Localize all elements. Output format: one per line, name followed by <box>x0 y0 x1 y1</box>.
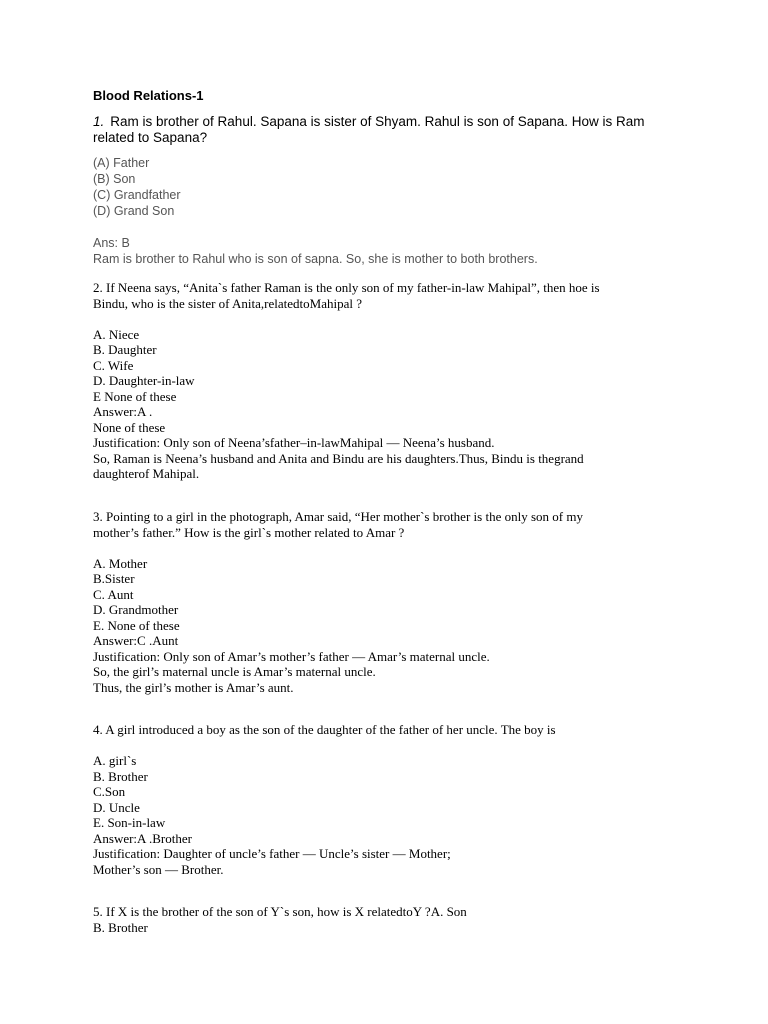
question-text: Bindu, who is the sister of Anita,relatedtoMahipal ? <box>93 295 362 311</box>
option: D. Daughter-in-law <box>93 373 195 388</box>
option: D. Grandmother <box>93 602 179 617</box>
question-4 <box>93 722 693 877</box>
question-1-text: Ram is brother of Rahul. Sapana is sister of Shyam. Rahul is son of Sapana. How is Ram <box>110 114 645 129</box>
option: (A) Father <box>93 156 150 170</box>
option: C. Wife <box>93 357 134 373</box>
answer-line: Thus, the girl’s mother is Amar’s aunt. <box>93 679 294 695</box>
option: C.Son <box>93 784 126 799</box>
question-text: 2. If Neena says, “Anita`s father Raman is the only son of my father-in-law Mahipal”, then hoe is <box>93 280 600 295</box>
question-text: mother’s father.” How is the girl`s mother related to Amar ? <box>93 524 405 540</box>
question-text: 4. A girl introduced a boy as the son of the daughter of the father of her uncle. The boy is <box>93 722 556 737</box>
option: E. Son-in-law <box>93 815 166 830</box>
document-title: Blood Relations-1 <box>93 88 204 103</box>
answer-line: So, Raman is Neena’s husband and Anita and Bindu are his daughters.Thus, Bindu is thegrand <box>93 450 584 466</box>
answer-line: Justification: Only son of Amar’s mother’s father — Amar’s maternal uncle. <box>93 648 490 664</box>
question-1-line <box>93 114 673 130</box>
answer-line: Answer:A . <box>93 404 153 419</box>
question-text: 3. Pointing to a girl in the photograph, Amar said, “Her mother`s brother is the only son of my <box>93 509 583 524</box>
answer-line: Justification: Daughter of uncle’s father — Uncle’s sister — Mother; <box>93 846 451 861</box>
answer-line: So, the girl’s maternal uncle is Amar’s maternal uncle. <box>93 664 376 679</box>
answer-line: daughterof Mahipal. <box>93 466 200 481</box>
option: B. Brother <box>93 768 148 784</box>
option: (D) Grand Son <box>93 204 175 218</box>
answer-line: Justification: Only son of Neena’sfather–in-lawMahipal — Neena’s husband. <box>93 435 495 450</box>
option: E. None of these <box>93 617 180 633</box>
question-1-answer <box>93 235 693 267</box>
option: A. Niece <box>93 326 140 342</box>
question-1-number: 1. <box>93 114 105 129</box>
option: B.Sister <box>93 571 135 586</box>
question-1 <box>93 114 673 146</box>
question-1-options <box>93 155 181 219</box>
option: (B) Son <box>93 172 136 186</box>
option: B. Brother <box>93 919 148 935</box>
question-text: 5. If X is the brother of the son of Y`s son, how is X relatedtoY ?A. Son <box>93 904 467 919</box>
option: A. girl`s <box>93 753 137 768</box>
answer-line: Answer:C .Aunt <box>93 633 179 648</box>
option: A. Mother <box>93 555 148 571</box>
option: (C) Grandfather <box>93 188 181 202</box>
option: E None of these <box>93 388 177 404</box>
option: C. Aunt <box>93 586 134 602</box>
answer-label: Ans: B <box>93 236 130 250</box>
answer-explanation: Ram is brother to Rahul who is son of sapna. So, she is mother to both brothers. <box>93 252 538 266</box>
option: D. Uncle <box>93 799 140 815</box>
question-3 <box>93 509 693 695</box>
option: B. Daughter <box>93 342 157 357</box>
question-1-line: related to Sapana? <box>93 130 208 145</box>
answer-line: Answer:A .Brother <box>93 830 192 846</box>
answer-line: None of these <box>93 419 166 435</box>
answer-line: Mother’s son — Brother. <box>93 861 224 877</box>
question-5 <box>93 904 693 935</box>
question-2 <box>93 280 693 482</box>
